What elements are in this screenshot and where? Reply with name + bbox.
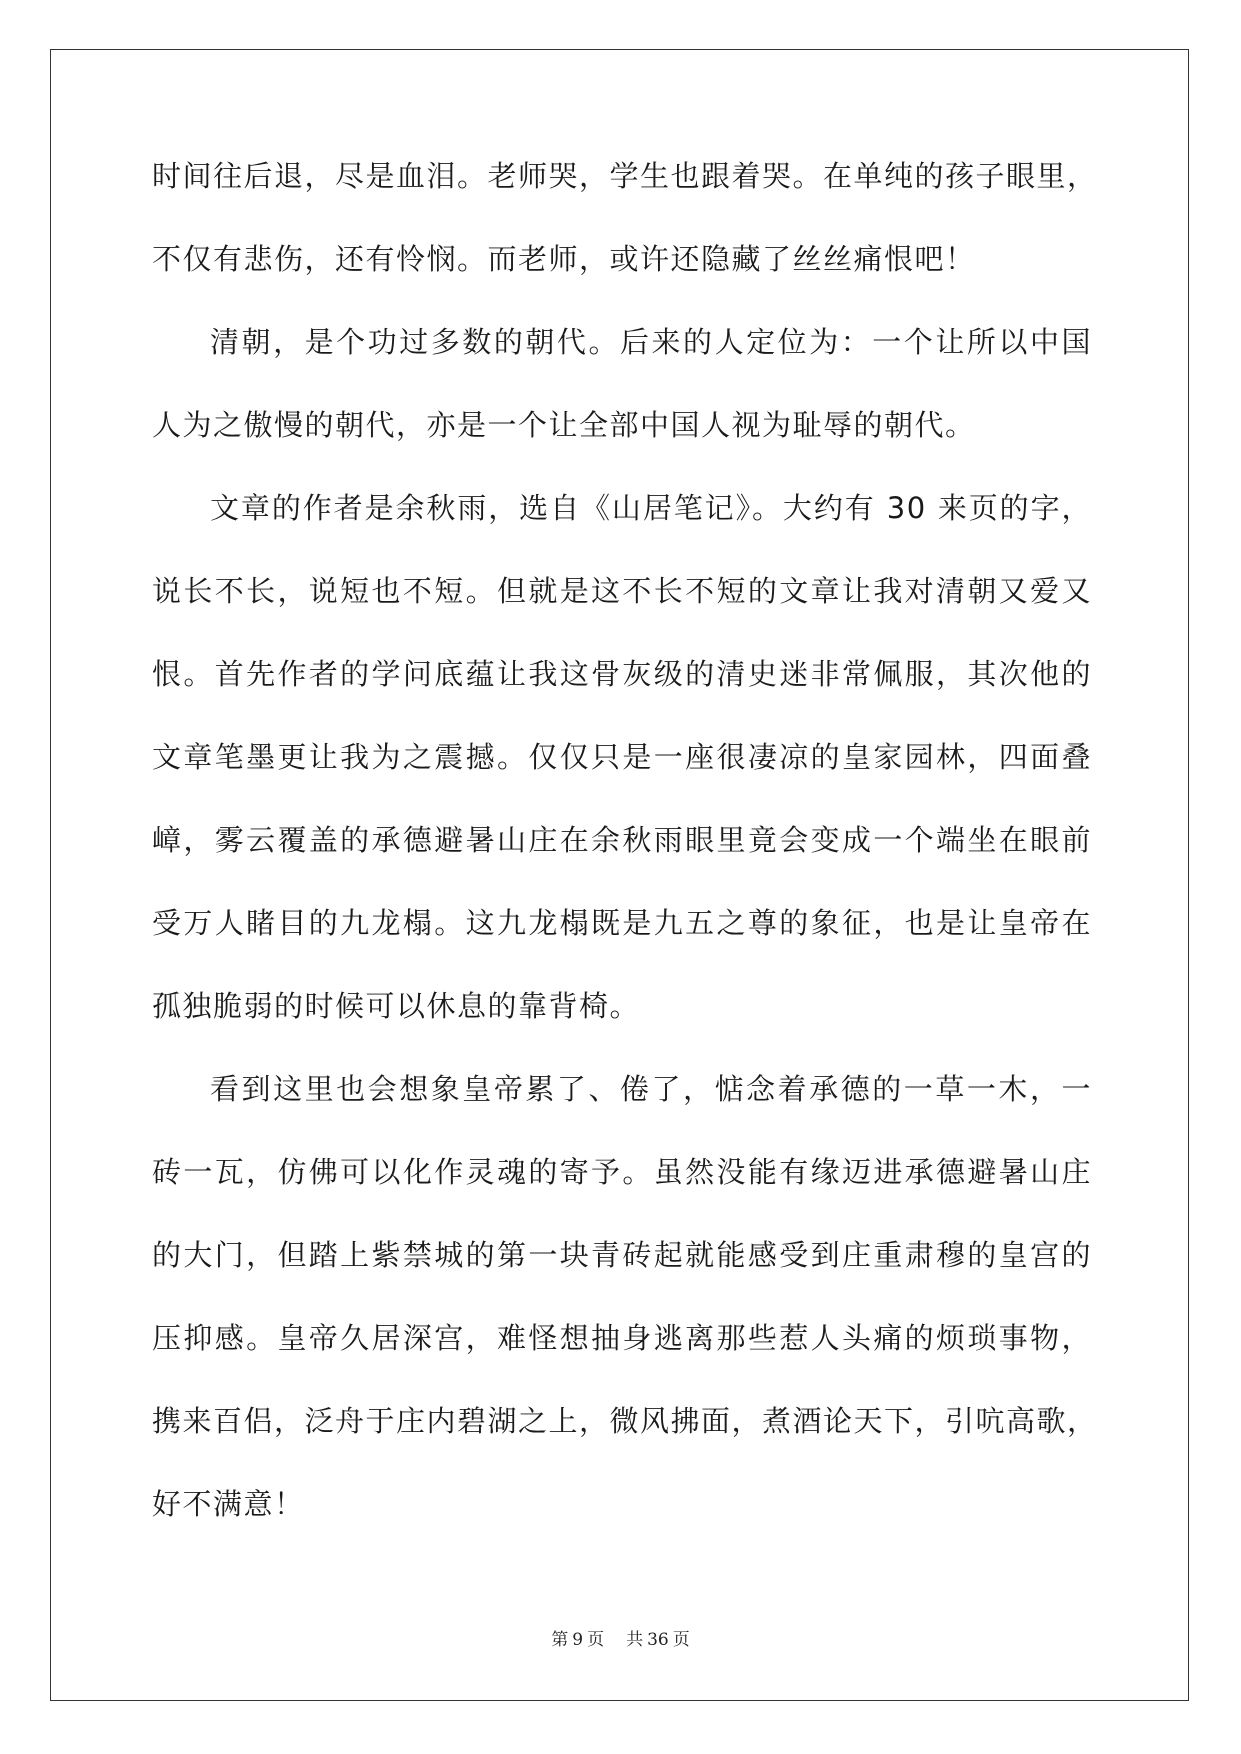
page-footer (0, 1625, 1241, 1650)
total-pages: 36 (647, 1630, 669, 1650)
text-line: 不仅有悲伤，还有怜悯。而老师，或许还隐藏了丝丝痛恨吧！ (152, 242, 976, 276)
text-line: 文章笔墨更让我为之震撼。仅仅只是一座很凄凉的皇家园林，四面叠 (152, 740, 1092, 774)
text-line: 人为之傲慢的朝代，亦是一个让全部中国人视为耻辱的朝代。 (152, 408, 976, 442)
text-line: 的大门，但踏上紫禁城的第一块青砖起就能感受到庄重肃穆的皇宫的 (152, 1238, 1092, 1272)
text-line: 恨。首先作者的学问底蕴让我这骨灰级的清史迷非常佩服，其次他的 (152, 657, 1092, 691)
text-line: 受万人睹目的九龙榻。这九龙榻既是九五之尊的象征，也是让皇帝在 (152, 906, 1092, 940)
page-label: 第 (551, 1630, 569, 1650)
text-line: 好不满意！ (152, 1487, 305, 1521)
text-line: 清朝，是个功过多数的朝代。后来的人定位为：一个让所以中国 (210, 325, 1092, 359)
text-line: 时间往后退，尽是血泪。老师哭，学生也跟着哭。在单纯的孩子眼里， (152, 159, 1098, 193)
total-unit: 页 (672, 1630, 690, 1650)
document-body (152, 159, 1098, 1571)
text-line: 说长不长，说短也不短。但就是这不长不短的文章让我对清朝又爱又 (152, 574, 1092, 608)
page-unit: 页 (587, 1630, 605, 1650)
text-line: 看到这里也会想象皇帝累了、倦了，惦念着承德的一草一木，一 (210, 1072, 1092, 1106)
page-number: 9 (572, 1630, 584, 1650)
text-line: 嶂，雾云覆盖的承德避暑山庄在余秋雨眼里竟会变成一个端坐在眼前 (152, 823, 1092, 857)
text-line: 文章的作者是余秋雨，选自《山居笔记》。大约有 30 来页的字， (210, 491, 1092, 525)
text-line: 压抑感。皇帝久居深宫，难怪想抽身逃离那些惹人头痛的烦琐事物， (152, 1321, 1092, 1355)
total-label: 共 (626, 1630, 644, 1650)
text-line: 孤独脆弱的时候可以休息的靠背椅。 (152, 989, 641, 1023)
text-line: 携来百侣，泛舟于庄内碧湖之上，微风拂面，煮酒论天下，引吭高歌， (152, 1404, 1098, 1438)
text-line: 砖一瓦，仿佛可以化作灵魂的寄予。虽然没能有缘迈进承德避暑山庄 (152, 1155, 1092, 1189)
